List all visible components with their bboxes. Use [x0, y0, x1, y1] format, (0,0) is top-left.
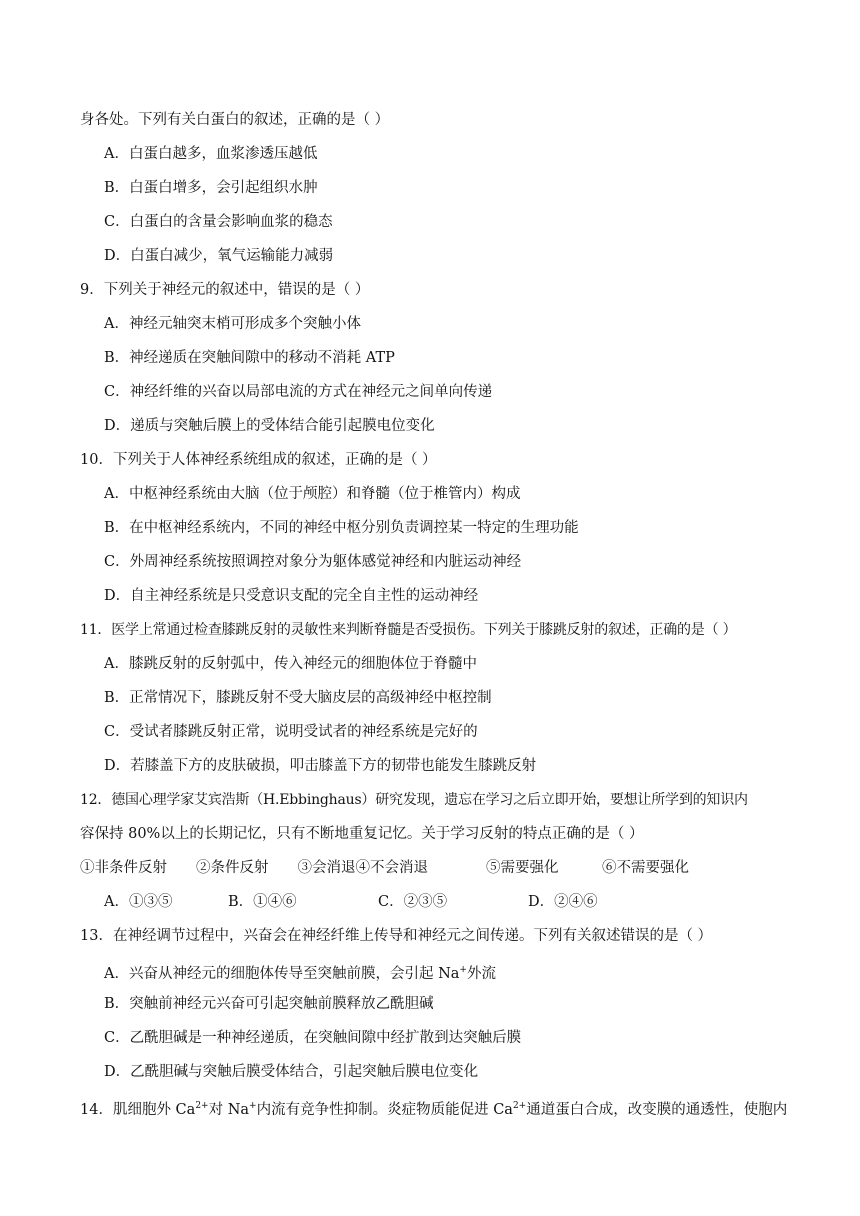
q14-superscript-3: 2+ — [512, 1101, 527, 1111]
q11-option-d: D．若膝盖下方的皮肤破损，叩击膝盖下方的韧带也能发生膝跳反射 — [104, 758, 537, 774]
q12-option-c: C．②③⑤ — [378, 894, 448, 910]
q13-option-a-superscript: + — [459, 965, 467, 975]
q11-stem: 11．医学上常通过检查膝跳反射的灵敏性来判断脊髓是否受损伤。下列关于膝跳反射的叙述，正确的是（ ） — [80, 622, 737, 638]
q8-option-d: D．白蛋白减少，氧气运输能力减弱 — [104, 248, 334, 264]
q14-text-1: 14．肌细胞外 Ca — [80, 1102, 196, 1118]
q14-text-3: 内流有竞争性抑制。炎症物质能促进 Ca — [256, 1102, 513, 1118]
q12-option-b: B．①④⑥ — [228, 894, 297, 910]
q9-option-a: A．神经元轴突末梢可形成多个突触小体 — [104, 316, 361, 332]
q10-option-c: C．外周神经系统按照调控对象分为躯体感觉神经和内脏运动神经 — [104, 554, 522, 570]
q14-text-2: 对 Na — [208, 1102, 250, 1118]
q9-stem: 9．下列关于神经元的叙述中，错误的是（ ） — [80, 282, 370, 298]
q8-option-c: C．白蛋白的含量会影响血浆的稳态 — [104, 214, 333, 230]
q13-option-b: B．突触前神经元兴奋可引起突触前膜释放乙酰胆碱 — [104, 996, 434, 1012]
q10-option-d: D．自主神经系统是只受意识支配的完全自主性的运动神经 — [104, 588, 479, 604]
q9-option-b: B．神经递质在突触间隙中的移动不消耗 ATP — [104, 350, 395, 366]
q12-option-d: D．②④⑥ — [528, 894, 598, 910]
q12-option-a: A．①③⑤ — [104, 894, 173, 910]
q10-option-a: A．中枢神经系统由大脑（位于颅腔）和脊髓（位于椎管内）构成 — [104, 486, 521, 502]
q13-option-c: C．乙酰胆碱是一种神经递质，在突触间隙中经扩散到达突触后膜 — [104, 1030, 522, 1046]
q14-superscript-1: 2+ — [195, 1101, 209, 1111]
q9-option-c: C．神经纤维的兴奋以局部电流的方式在神经元之间单向传递 — [104, 384, 493, 400]
q10-stem: 10．下列关于人体神经系统组成的叙述，正确的是（ ） — [80, 452, 437, 468]
q10-option-b: B．在中枢神经系统内，不同的神经中枢分别负责调控某一特定的生理功能 — [104, 520, 579, 536]
q12-stem-line-1: 12．德国心理学家艾宾浩斯（H.Ebbinghaus）研究发现，遗忘在学习之后立即开始，要想让所学到的知识内 — [80, 792, 748, 808]
q13-option-a-text: A．兴奋从神经元的细胞体传导至突触前膜，会引起 Na — [104, 966, 460, 982]
q13-stem: 13．在神经调节过程中，兴奋会在神经纤维上传导和神经元之间传递。下列有关叙述错误的是（ ） — [80, 928, 713, 944]
q14-stem — [80, 1096, 787, 1120]
q14-superscript-2: + — [249, 1101, 257, 1111]
q12-statement-list: ①非条件反射 ②条件反射 ③会消退④不会消退 ⑤需要强化 ⑥不需要强化 — [80, 860, 689, 876]
q13-option-a — [104, 960, 496, 984]
q11-option-c: C．受试者膝跳反射正常，说明受试者的神经系统是完好的 — [104, 724, 478, 740]
q11-option-b: B．正常情况下，膝跳反射不受大脑皮层的高级神经中枢控制 — [104, 690, 492, 706]
q8-stem-tail: 身各处。下列有关白蛋白的叙述，正确的是（ ） — [80, 112, 390, 128]
q8-option-a: A．白蛋白越多，血浆渗透压越低 — [104, 146, 318, 162]
q13-option-a-text-end: 外流 — [466, 966, 496, 982]
q13-option-d: D．乙酰胆碱与突触后膜受体结合，引起突触后膜电位变化 — [104, 1064, 479, 1080]
q12-stem-line-2: 容保持 80%以上的长期记忆，只有不断地重复记忆。关于学习反射的特点正确的是（ ） — [80, 826, 644, 842]
q11-option-a: A．膝跳反射的反射弧中，传入神经元的细胞体位于脊髓中 — [104, 656, 477, 672]
q14-text-4: 通道蛋白合成，改变膜的通透性，使胞内 — [526, 1102, 788, 1118]
q9-option-d: D．递质与突触后膜上的受体结合能引起膜电位变化 — [104, 418, 435, 434]
q8-option-b: B．白蛋白增多，会引起组织水肿 — [104, 180, 318, 196]
